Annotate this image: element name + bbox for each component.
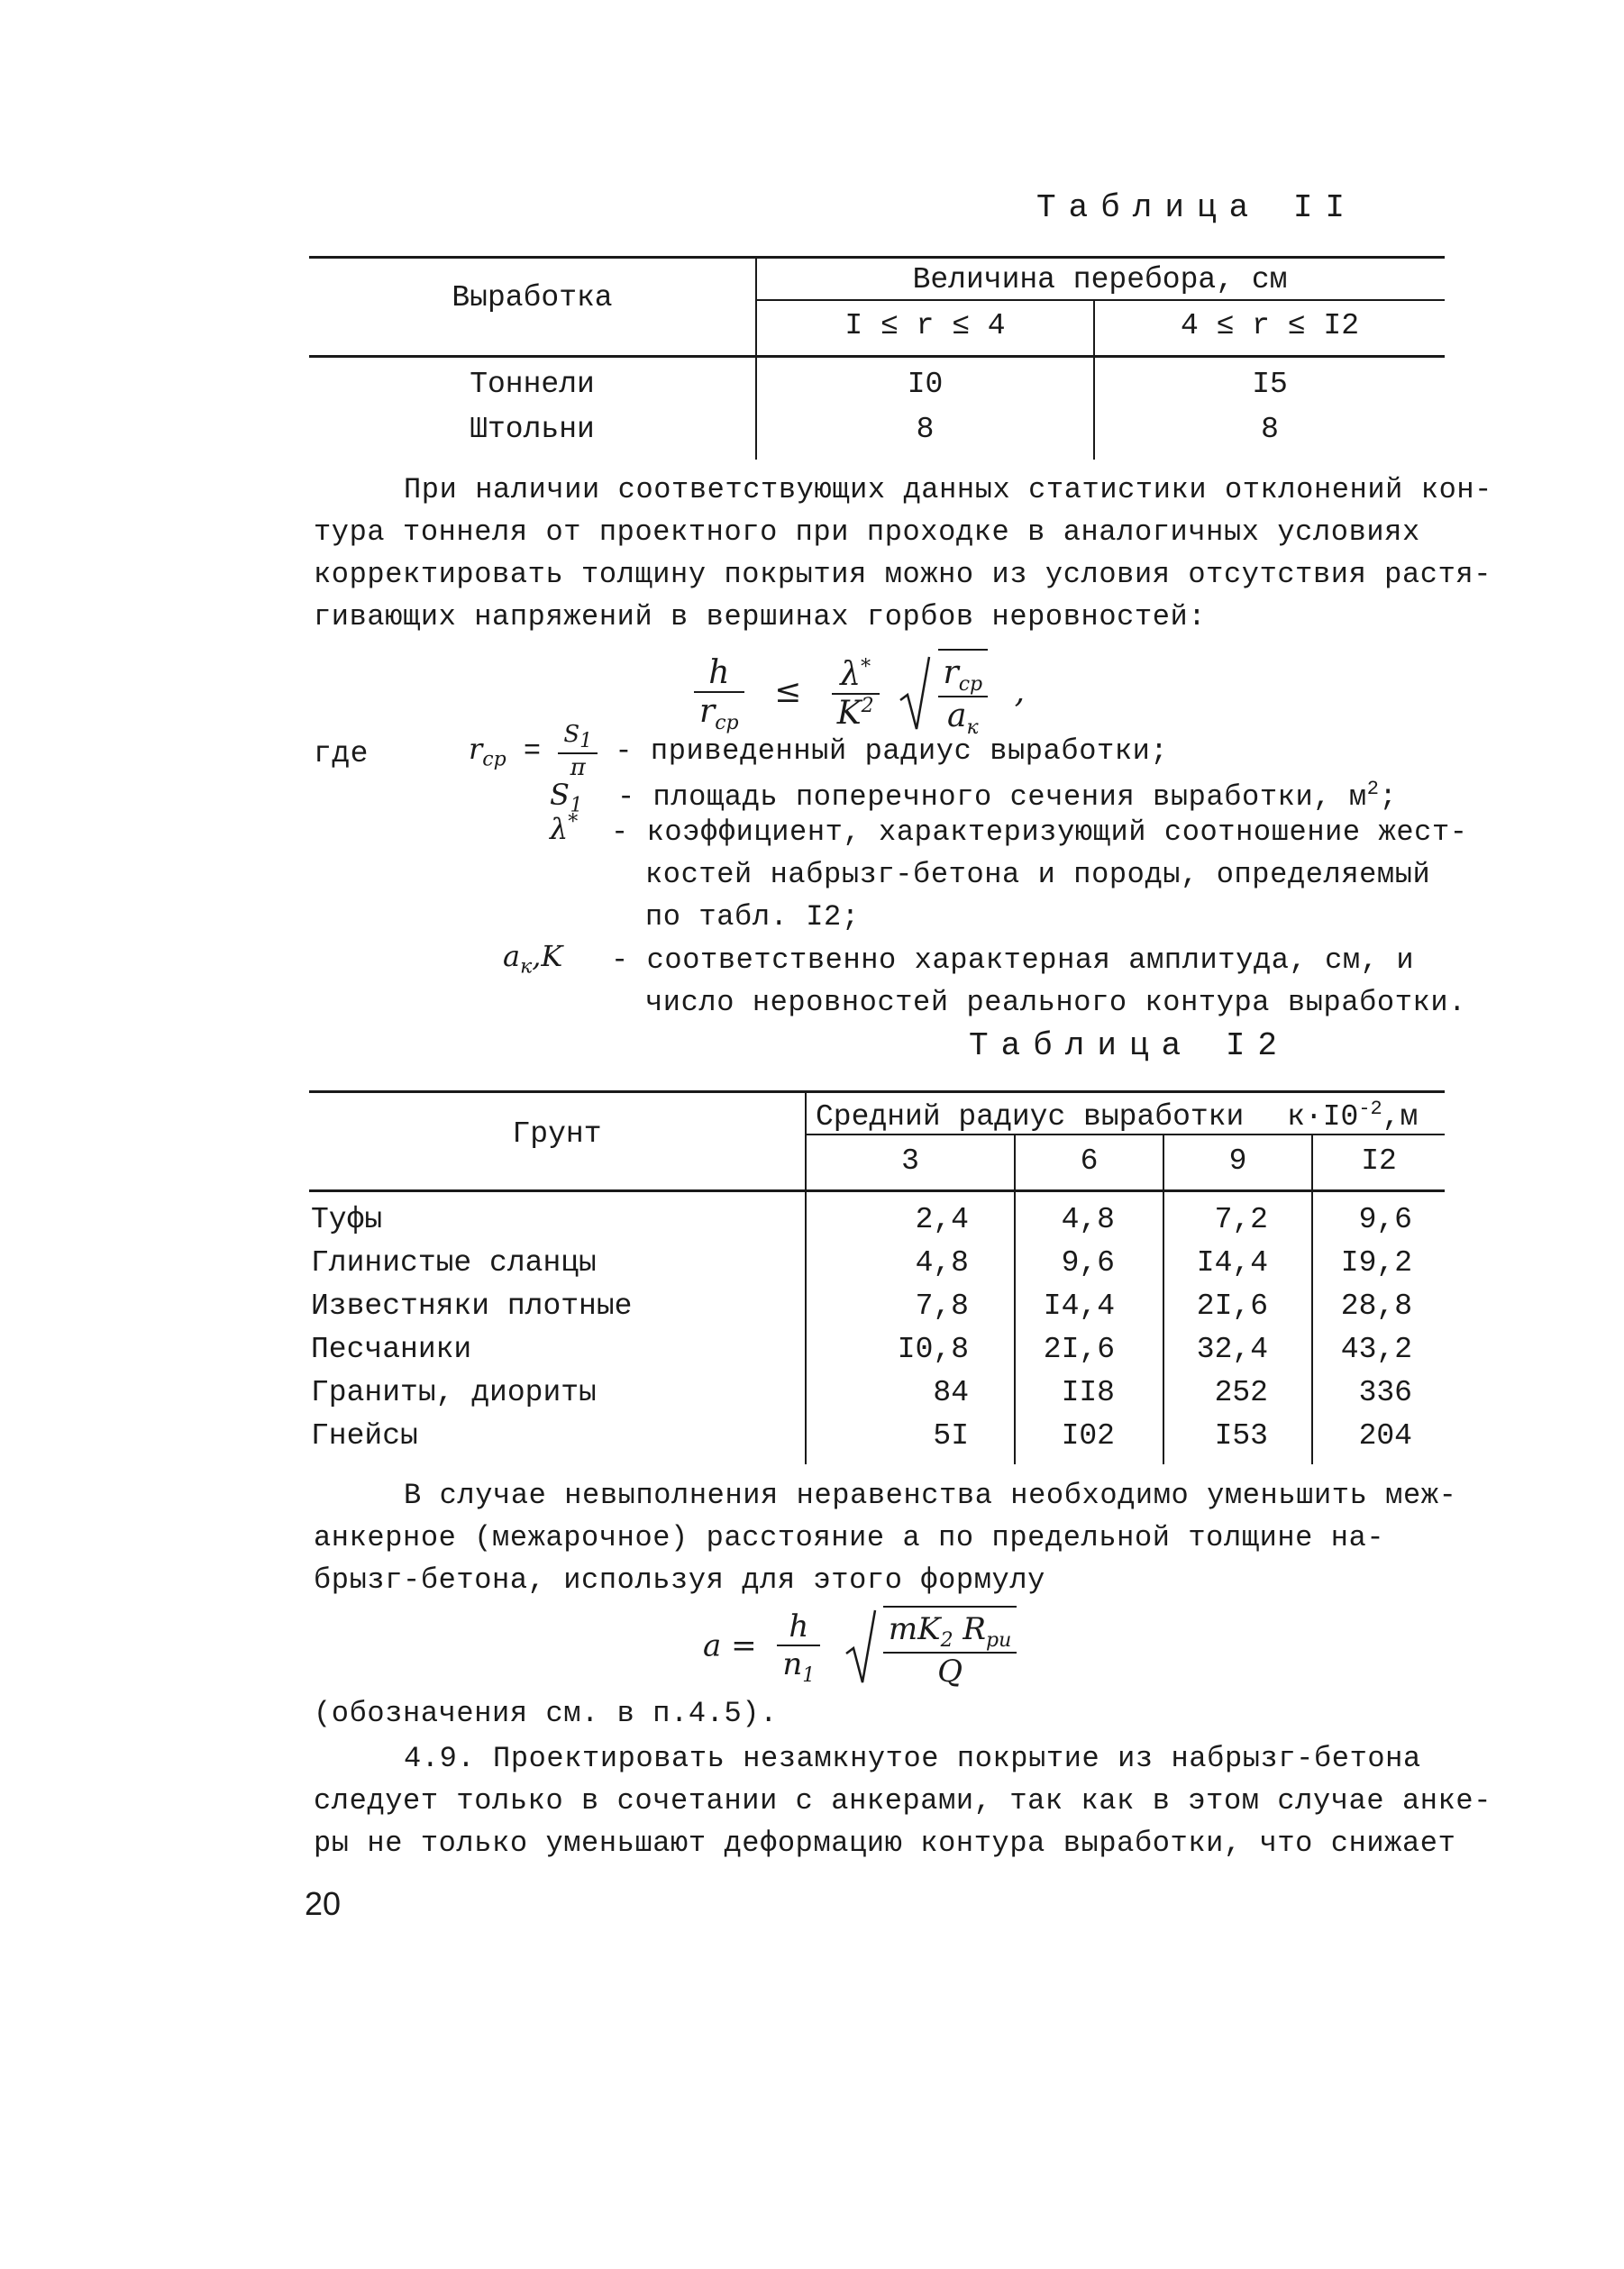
formula-1-lhs-den-sub: ср bbox=[715, 711, 739, 734]
definition-sup: 2 bbox=[1366, 778, 1380, 800]
formula-1-mid-den-sup: 2 bbox=[861, 695, 874, 718]
table-12-group-unit-tail: ,м bbox=[1382, 1100, 1419, 1134]
table-12-cell: 336 bbox=[1358, 1376, 1412, 1409]
table-11-group-rule bbox=[755, 299, 1445, 301]
text-line: анкерное (межарочное) расстояние a по предельной толщине на- bbox=[314, 1521, 1385, 1554]
table-11-cell: 8 bbox=[1261, 413, 1279, 446]
page-number: 20 bbox=[305, 1885, 342, 1922]
table-row bbox=[0, 1203, 1624, 1246]
table-12-cell: I4,4 bbox=[1043, 1289, 1115, 1323]
table-12-cell: 7,8 bbox=[915, 1289, 969, 1323]
table-12-cell: 32,4 bbox=[1196, 1333, 1268, 1366]
table-12-group-unit: к·I0 bbox=[1287, 1100, 1359, 1134]
table-12-cell: I02 bbox=[1061, 1419, 1115, 1453]
table-11-caption: Таблица II bbox=[1036, 189, 1358, 226]
formula-2-rad-num-sub2: pu bbox=[985, 1628, 1012, 1652]
table-11-sub-header-1: I ≤ r ≤ 4 bbox=[844, 309, 1006, 342]
table-12-cell: II8 bbox=[1061, 1376, 1115, 1409]
table-12-cell: I9,2 bbox=[1340, 1246, 1412, 1280]
table-11-top-rule bbox=[309, 256, 1445, 259]
table-row bbox=[0, 1246, 1624, 1289]
symbol-a-sub: к bbox=[520, 955, 533, 979]
text-line: 4.9. Проектировать незамкнутое покрытие из набрызг-бетона bbox=[404, 1742, 1421, 1775]
table-12-row-name: Граниты, диориты bbox=[311, 1376, 597, 1409]
table-12-cell: 252 bbox=[1214, 1376, 1268, 1409]
table-12-sub-header: 6 bbox=[1080, 1144, 1099, 1178]
table-12-cell: 43,2 bbox=[1340, 1333, 1412, 1366]
table-11-cell: I5 bbox=[1252, 368, 1288, 401]
table-11-col-header: Выработка bbox=[452, 281, 613, 314]
text-line: При наличии соответствующих данных статистики отклонений кон- bbox=[404, 473, 1492, 506]
table-12-cell: 2I,6 bbox=[1043, 1333, 1115, 1366]
text-line: В случае невыполнения неравенства необходимо уменьшить меж- bbox=[404, 1479, 1457, 1512]
symbol-s: S bbox=[550, 777, 570, 812]
symbol-k: ,K bbox=[532, 939, 563, 973]
definition-text: - площадь поперечного сечения выработки, м bbox=[616, 779, 1367, 814]
symbol-r: r bbox=[469, 732, 483, 767]
formula-2 bbox=[703, 1606, 1017, 1690]
table-12-col-header: Грунт bbox=[512, 1117, 602, 1151]
table-12-sub-header: I2 bbox=[1361, 1144, 1397, 1178]
table-11-group-header: Величина перебора, см bbox=[912, 263, 1288, 296]
formula-1-relation: ≤ bbox=[774, 673, 802, 711]
table-12-cell: 5I bbox=[933, 1419, 969, 1453]
paragraph-3 bbox=[314, 1737, 1492, 1864]
table-12-sub-header: 9 bbox=[1228, 1144, 1247, 1178]
formula-2-rad-num-mid: R bbox=[953, 1611, 986, 1647]
fraction-num-sub: 1 bbox=[579, 730, 593, 753]
table-12-row-name: Известняки плотные bbox=[311, 1289, 633, 1323]
text-line: гивающих напряжений в вершинах горбов неровностей: bbox=[314, 600, 1207, 633]
paragraph-2 bbox=[314, 1474, 1456, 1601]
text-line: число неровностей реального контура выработки. bbox=[645, 986, 1466, 1019]
sqrt-sign bbox=[844, 1607, 877, 1688]
paragraph-1 bbox=[314, 469, 1492, 638]
symbol-ak bbox=[503, 939, 562, 978]
formula-2-den-sub: 1 bbox=[802, 1663, 816, 1687]
table-12-row-name: Песчаники bbox=[311, 1333, 472, 1366]
definition-tail: ; bbox=[1379, 779, 1398, 814]
formula-2-rad-num-sub1: 2 bbox=[940, 1628, 953, 1652]
table-12-top-rule bbox=[309, 1090, 1445, 1093]
formula-1-rad-den-sub: к bbox=[966, 716, 979, 740]
text-line: - соответственно характерная амплитуда, см, и bbox=[611, 943, 1415, 977]
text-line: костей набрызг-бетона и породы, определяемый bbox=[645, 858, 1431, 891]
table-12-cell: 4,8 bbox=[1061, 1203, 1115, 1236]
table-12-caption: Таблица I2 bbox=[969, 1027, 1291, 1064]
formula-1-lhs-num: h bbox=[708, 653, 730, 691]
fraction-den: π bbox=[558, 752, 598, 781]
table-12-group-header bbox=[816, 1098, 1418, 1134]
table-row bbox=[0, 1376, 1624, 1419]
table-row bbox=[0, 1289, 1624, 1333]
where-item-4 bbox=[611, 939, 1466, 1024]
table-12-group-unit-sup: -2 bbox=[1358, 1098, 1382, 1120]
symbol-lambda-base: λ bbox=[550, 811, 569, 846]
definition-text: - приведенный радиус выработки; bbox=[615, 734, 1169, 769]
table-12-cell: 28,8 bbox=[1340, 1289, 1412, 1323]
formula-1-lhs-den: r bbox=[699, 692, 716, 730]
table-11-cell: I0 bbox=[907, 368, 944, 401]
table-12-cell: 9,6 bbox=[1358, 1203, 1412, 1236]
formula-1-trail: , bbox=[1014, 673, 1026, 711]
table-12-cell: I53 bbox=[1214, 1419, 1268, 1453]
symbol-s-sub: 1 bbox=[570, 794, 584, 817]
table-12-cell: 84 bbox=[933, 1376, 969, 1409]
symbol-lambda bbox=[550, 811, 578, 846]
table-row bbox=[0, 1419, 1624, 1463]
table-12-sub-header: 3 bbox=[901, 1144, 919, 1178]
fraction-num: S bbox=[563, 721, 580, 748]
table-11-sub-header-2: 4 ≤ r ≤ I2 bbox=[1180, 309, 1360, 342]
formula-2-lhs: a = bbox=[703, 1627, 757, 1664]
where-word: где bbox=[314, 737, 369, 770]
text-line: корректировать толщину покрытия можно из условия отсутствия растя- bbox=[314, 558, 1492, 591]
table-12-cell: 2,4 bbox=[915, 1203, 969, 1236]
table-12-cell: 9,6 bbox=[1061, 1246, 1115, 1280]
text-line: брызг-бетона, используя для этого формулу bbox=[314, 1563, 1045, 1597]
formula-2-rad-den: Q bbox=[883, 1652, 1017, 1690]
symbol-r-sub: ср bbox=[482, 748, 506, 771]
text-line: следует только в сочетании с анкерами, так как в этом случае анке- bbox=[314, 1784, 1492, 1818]
text-line: по табл. I2; bbox=[645, 900, 860, 934]
table-12-cell: 4,8 bbox=[915, 1246, 969, 1280]
text-line: - коэффициент, характеризующий соотношение жест- bbox=[611, 816, 1468, 849]
table-11-cell: 8 bbox=[916, 413, 935, 446]
text-line: ры не только уменьшают деформацию контура выработки, что снижает bbox=[314, 1827, 1456, 1860]
where-item-1: $r_{ср}$ = $\frac{S_1}{\pi}$ - приведенный радиус выработки; bbox=[469, 721, 1169, 782]
table-row bbox=[0, 1333, 1624, 1376]
table-12-cell: 7,2 bbox=[1214, 1203, 1268, 1236]
notation-note: (обозначения см. в п.4.5). bbox=[314, 1697, 778, 1730]
formula-2-den: n bbox=[782, 1646, 803, 1682]
formula-1-mid-num: λ bbox=[840, 656, 862, 694]
formula-2-rad-num: mK bbox=[888, 1611, 941, 1647]
formula-2-fraction bbox=[777, 1608, 820, 1687]
table-12-row-name: Гнейсы bbox=[311, 1419, 418, 1453]
formula-2-num: h bbox=[789, 1608, 809, 1645]
table-12-header-bottom-rule bbox=[309, 1189, 1445, 1192]
formula-2-radicand bbox=[883, 1606, 1017, 1690]
table-11-row-name: Тоннели bbox=[470, 368, 595, 401]
table-11-header-bottom-rule bbox=[309, 355, 1445, 358]
table-12-row-name: Туфы bbox=[311, 1203, 383, 1236]
symbol-a: a bbox=[503, 939, 521, 973]
formula-1-rad-den: a bbox=[947, 697, 967, 735]
where-item-3 bbox=[611, 811, 1468, 938]
formula-1-mid-num-sup: * bbox=[861, 656, 871, 679]
table-12-cell: 2I,6 bbox=[1196, 1289, 1268, 1323]
text-line: тура тоннеля от проектного при проходке в аналогичных условиях bbox=[314, 515, 1420, 549]
formula-1-mid-den: K bbox=[836, 695, 862, 733]
formula-1-rad-num-sub: ср bbox=[958, 673, 983, 697]
table-12-cell: I0,8 bbox=[897, 1333, 969, 1366]
table-12-cell: 204 bbox=[1358, 1419, 1412, 1453]
table-11-row-name: Штольни bbox=[470, 413, 595, 446]
table-12-cell: I4,4 bbox=[1196, 1246, 1268, 1280]
formula-1-rad-num: r bbox=[943, 654, 959, 691]
table-12-group-header-text: Средний радиус выработки bbox=[816, 1100, 1245, 1134]
table-12-row-name: Глинистые сланцы bbox=[311, 1246, 597, 1280]
table-12-group-rule bbox=[805, 1134, 1445, 1135]
symbol-lambda-sup: * bbox=[568, 811, 579, 834]
